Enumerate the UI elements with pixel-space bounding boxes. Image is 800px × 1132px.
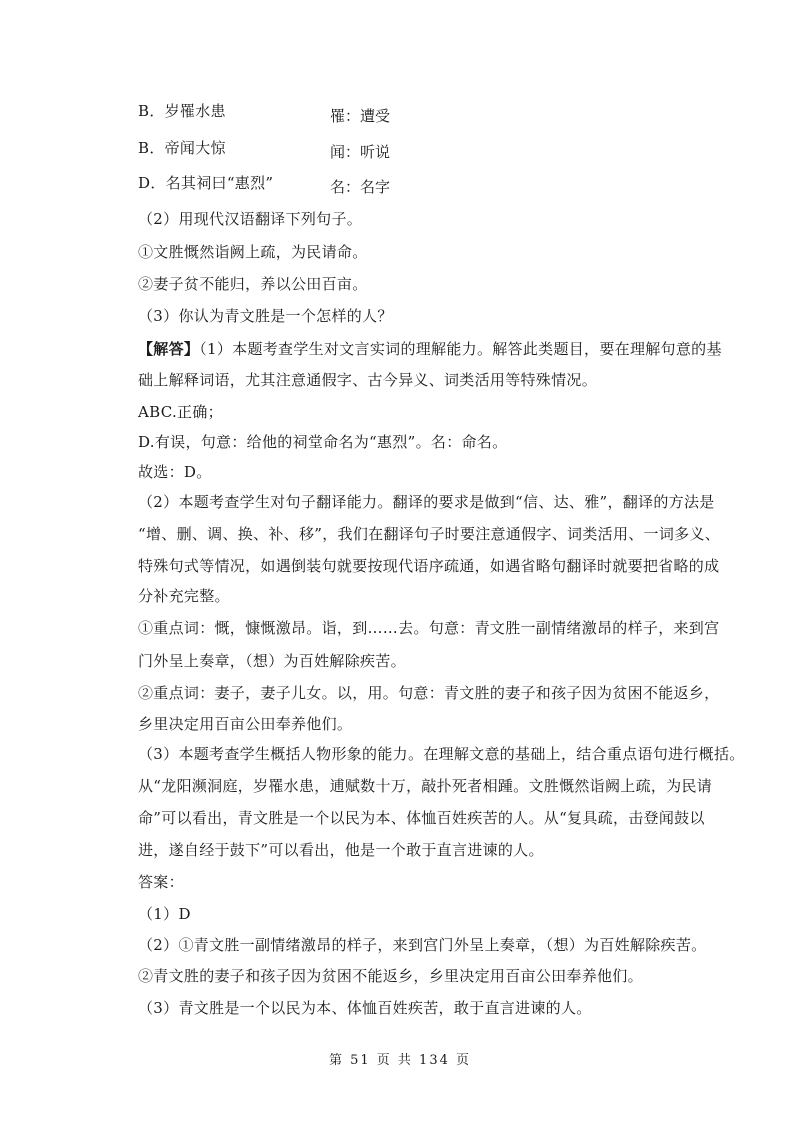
question-3-heading: （3）你认为青文胜是一个怎样的人？ bbox=[138, 307, 393, 325]
answer-line: （1）D bbox=[138, 905, 191, 923]
answer-intro-text: （1）本题考查学生对文言实词的理解能力。解答此类题目，要在理解句意的基 bbox=[199, 340, 722, 358]
analysis-line: （2）本题考查学生对句子翻译能力。翻译的要求是做到“信、达、雅”，翻译的方法是 bbox=[138, 493, 715, 511]
analysis-line: ABC.正确； bbox=[138, 403, 223, 421]
analysis-line: ①重点词：慨，慷慨激昂。诣，到……去。句意：青文胜一副情绪激昂的样子，来到宫 bbox=[138, 619, 720, 637]
option-b1-gloss: 罹：遭受 bbox=[330, 107, 391, 125]
answer-line: （3）青文胜是一个以民为本、体恤百姓疾苦，敢于直言进谏的人。 bbox=[138, 999, 592, 1017]
option-d-gloss: 名：名字 bbox=[330, 178, 391, 196]
question-2-sentence-2: ②妻子贫不能归，养以公田百亩。 bbox=[138, 275, 368, 293]
option-b2-gloss: 闻：听说 bbox=[330, 143, 391, 161]
question-2-sentence-1: ①文胜慨然诣阙上疏，为民请命。 bbox=[138, 243, 368, 261]
answer-label: 【解答】 bbox=[138, 340, 200, 358]
answer-line: ②青文胜的妻子和孩子因为贫困不能返乡，乡里决定用百亩公田奉养他们。 bbox=[138, 967, 643, 985]
analysis-line: “增、删、调、换、补、移”，我们在翻译句子时要注意通假字、词类活用、一词多义、 bbox=[138, 525, 721, 543]
analysis-line: 进，遂自经于鼓下”可以看出，他是一个敢于直言进谏的人。 bbox=[138, 841, 544, 859]
analysis-line: 乡里决定用百亩公田奉养他们。 bbox=[138, 715, 353, 733]
analysis-line: ②重点词：妻子，妻子儿女。以，用。句意：青文胜的妻子和孩子因为贫困不能返乡， bbox=[138, 684, 720, 702]
analysis-line: 分补充完整。 bbox=[138, 587, 230, 605]
answer-intro-line-2: 础上解释词语，尤其注意通假字、古今异义、词类活用等特殊情况。 bbox=[138, 371, 598, 389]
analysis-line: 命”可以看出，青文胜是一个以民为本、体恤百姓疾苦的人。从“复具疏，击登闻鼓以 bbox=[138, 809, 705, 827]
question-2-heading: （2）用现代汉语翻译下列句子。 bbox=[138, 210, 363, 228]
answer-line: （2）①青文胜一副情绪激昂的样子，来到宫门外呈上奏章，（想）为百姓解除疾苦。 bbox=[138, 936, 707, 954]
answer-heading: 答案： bbox=[138, 873, 184, 891]
page-footer: 第 51 页 共 134 页 bbox=[328, 1053, 472, 1068]
option-b1-text: B．岁罹水患 bbox=[138, 102, 226, 120]
analysis-line: 从“龙阳濒洞庭，岁罹水患，逋赋数十万，敲扑死者相踵。文胜慨然诣阙上疏，为民请 bbox=[138, 777, 713, 795]
option-b2-text: B．帝闻大惊 bbox=[138, 139, 226, 157]
answer-intro-line-1 bbox=[138, 339, 722, 359]
option-d-text: D．名其祠曰“惠烈” bbox=[138, 174, 274, 192]
analysis-line: 故选：D。 bbox=[138, 463, 212, 481]
analysis-line: （3）本题考查学生概括人物形象的能力。在理解文意的基础上，结合重点语句进行概括。 bbox=[138, 745, 745, 763]
analysis-line: 特殊句式等情况，如遇倒装句就要按现代语序疏通，如遇省略句翻译时就要把省略的成 bbox=[138, 557, 720, 575]
analysis-line: 门外呈上奏章，（想）为百姓解除疾苦。 bbox=[138, 652, 406, 670]
analysis-line: D.有误，句意：给他的祠堂命名为“惠烈”。名：命名。 bbox=[138, 433, 508, 451]
